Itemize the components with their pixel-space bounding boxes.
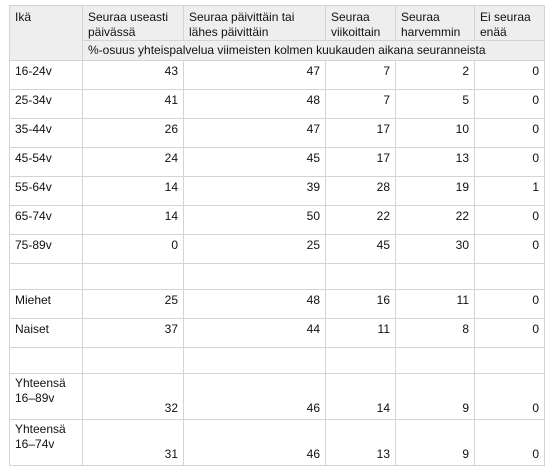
row-label-line: 16–89v [15, 391, 55, 405]
row-label: 55-64v [10, 177, 83, 206]
table-row [10, 61, 545, 90]
spacer-row [10, 264, 545, 290]
empty-cell [10, 348, 83, 374]
header-weekly-text: Seuraa viikoittain [331, 10, 381, 39]
value-no-longer: 0 [475, 319, 545, 348]
row-label-line: Yhteensä [15, 376, 66, 390]
value-no-longer: 0 [475, 61, 545, 90]
value-weekly: 11 [326, 319, 396, 348]
empty-cell [396, 348, 475, 374]
value-weekly: 16 [326, 290, 396, 319]
empty-cell [326, 348, 396, 374]
header-several-daily [83, 6, 184, 41]
row-label: Miehet [10, 290, 83, 319]
row-label: 35-44v [10, 119, 83, 148]
value-less-often: 9 [396, 374, 475, 420]
value-weekly: 17 [326, 119, 396, 148]
table-row [10, 90, 545, 119]
header-no-longer-text: Ei seuraa enää [480, 10, 531, 39]
header-daily-text: Seuraa päivittäin tai lähes päivittäin [189, 10, 295, 39]
header-several-daily-text: Seuraa useasti päivässä [88, 10, 169, 39]
table-row [10, 420, 545, 466]
value-less-often: 5 [396, 90, 475, 119]
header-daily [184, 6, 326, 41]
table-row [10, 374, 545, 420]
value-no-longer: 0 [475, 374, 545, 420]
value-several-daily: 14 [83, 206, 184, 235]
value-several-daily: 24 [83, 148, 184, 177]
empty-cell [475, 264, 545, 290]
value-less-often: 30 [396, 235, 475, 264]
row-label: 16-24v [10, 61, 83, 90]
table-note: %-osuus yhteispalvelua viimeisten kolmen kuukauden aikana seuranneista [83, 41, 545, 61]
value-weekly: 45 [326, 235, 396, 264]
value-no-longer: 0 [475, 235, 545, 264]
value-several-daily: 25 [83, 290, 184, 319]
value-weekly: 28 [326, 177, 396, 206]
row-label: Naiset [10, 319, 83, 348]
row-label-line: Yhteensä [15, 422, 66, 436]
value-less-often: 22 [396, 206, 475, 235]
row-label [10, 374, 83, 420]
empty-cell [10, 264, 83, 290]
value-no-longer: 0 [475, 206, 545, 235]
value-several-daily: 37 [83, 319, 184, 348]
value-no-longer: 0 [475, 420, 545, 466]
value-less-often: 10 [396, 119, 475, 148]
empty-cell [184, 348, 326, 374]
value-less-often: 8 [396, 319, 475, 348]
value-several-daily: 14 [83, 177, 184, 206]
row-label [10, 420, 83, 466]
value-daily: 48 [184, 90, 326, 119]
value-weekly: 7 [326, 61, 396, 90]
value-daily: 44 [184, 319, 326, 348]
value-weekly: 7 [326, 90, 396, 119]
empty-cell [326, 264, 396, 290]
value-no-longer: 0 [475, 119, 545, 148]
table-note-row [10, 41, 545, 61]
header-no-longer [475, 6, 545, 41]
header-weekly [326, 6, 396, 41]
value-daily: 46 [184, 374, 326, 420]
empty-cell [83, 264, 184, 290]
value-no-longer: 0 [475, 290, 545, 319]
value-daily: 48 [184, 290, 326, 319]
value-less-often: 13 [396, 148, 475, 177]
row-label: 75-89v [10, 235, 83, 264]
value-daily: 25 [184, 235, 326, 264]
spacer-row [10, 348, 545, 374]
value-several-daily: 32 [83, 374, 184, 420]
header-age: Ikä [10, 6, 83, 61]
table-row [10, 235, 545, 264]
row-label: 25-34v [10, 90, 83, 119]
value-daily: 39 [184, 177, 326, 206]
value-several-daily: 43 [83, 61, 184, 90]
value-daily: 47 [184, 119, 326, 148]
empty-cell [475, 348, 545, 374]
table-row [10, 206, 545, 235]
value-less-often: 9 [396, 420, 475, 466]
empty-cell [396, 264, 475, 290]
table-row [10, 319, 545, 348]
header-less-often-text: Seuraa harvemmin [401, 10, 461, 39]
value-no-longer: 1 [475, 177, 545, 206]
table-row [10, 148, 545, 177]
header-less-often [396, 6, 475, 41]
value-several-daily: 0 [83, 235, 184, 264]
table-row [10, 290, 545, 319]
value-daily: 45 [184, 148, 326, 177]
row-label: 65-74v [10, 206, 83, 235]
value-less-often: 2 [396, 61, 475, 90]
row-label: 45-54v [10, 148, 83, 177]
value-weekly: 17 [326, 148, 396, 177]
value-weekly: 14 [326, 374, 396, 420]
value-several-daily: 41 [83, 90, 184, 119]
table-row [10, 119, 545, 148]
value-less-often: 11 [396, 290, 475, 319]
table-body [10, 61, 545, 466]
value-several-daily: 26 [83, 119, 184, 148]
value-several-daily: 31 [83, 420, 184, 466]
table-row [10, 177, 545, 206]
value-daily: 46 [184, 420, 326, 466]
empty-cell [83, 348, 184, 374]
empty-cell [184, 264, 326, 290]
survey-table [9, 5, 545, 466]
value-no-longer: 0 [475, 90, 545, 119]
value-no-longer: 0 [475, 148, 545, 177]
row-label-line: 16–74v [15, 437, 55, 451]
value-less-often: 19 [396, 177, 475, 206]
value-weekly: 13 [326, 420, 396, 466]
value-daily: 50 [184, 206, 326, 235]
value-daily: 47 [184, 61, 326, 90]
value-weekly: 22 [326, 206, 396, 235]
table-header-row [10, 6, 545, 41]
